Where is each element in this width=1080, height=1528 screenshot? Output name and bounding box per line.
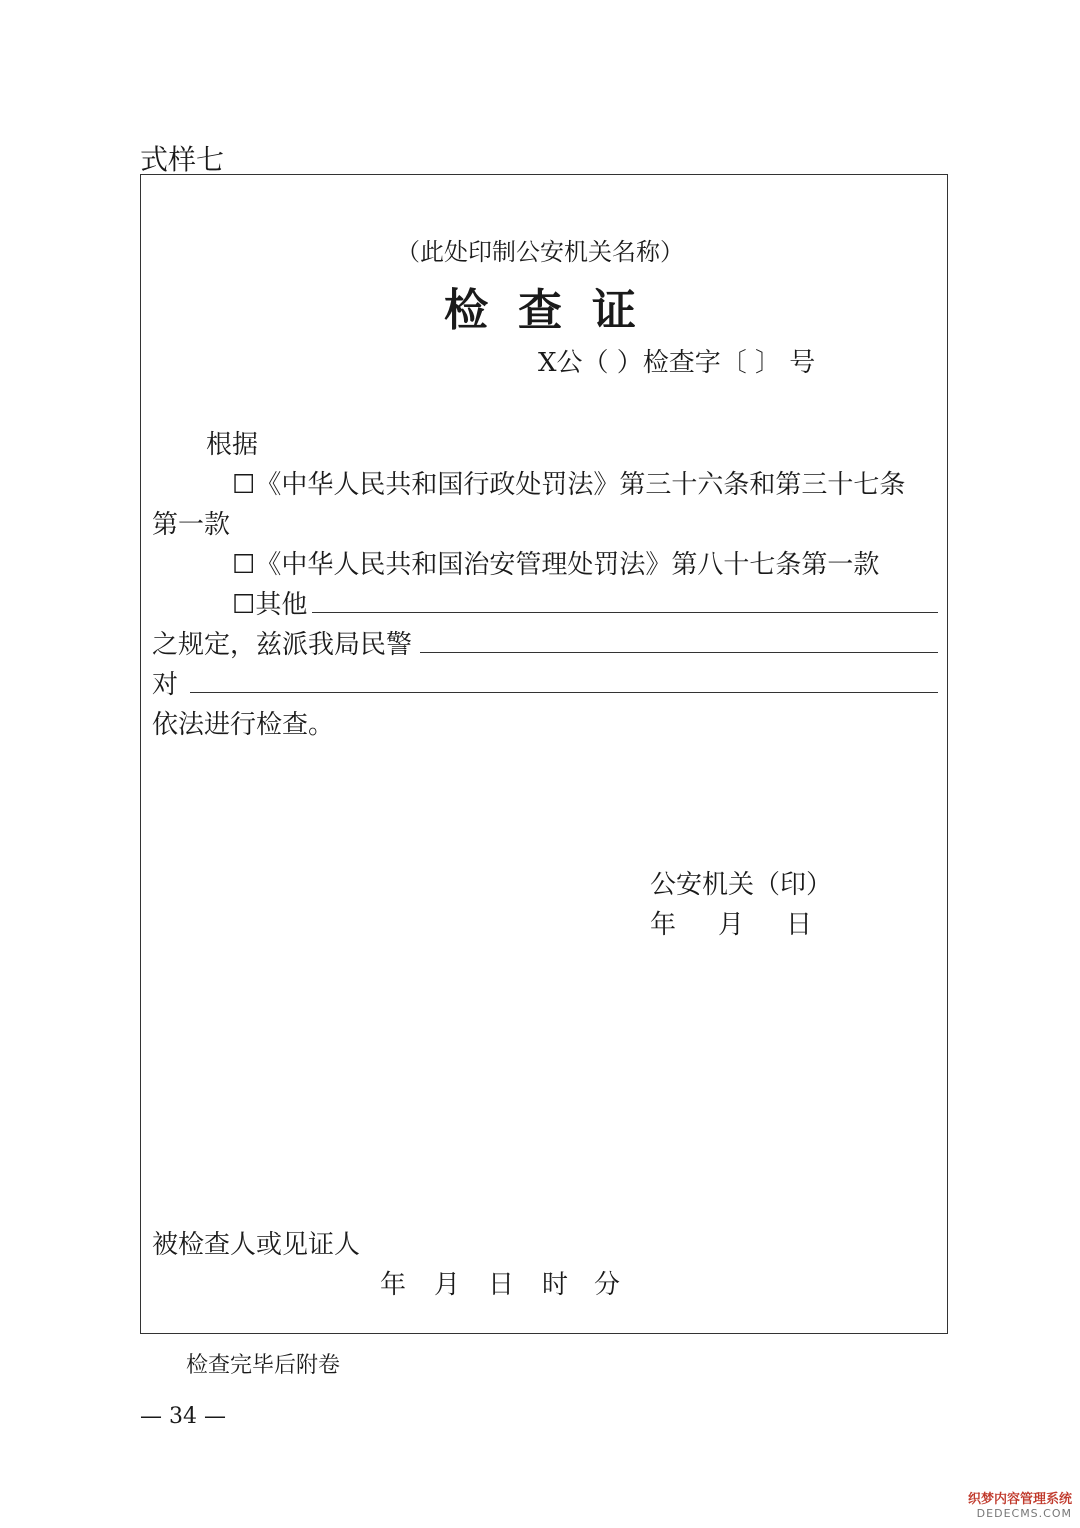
sample-label: 式样七 [140,143,225,176]
target-blank-line[interactable] [190,692,938,693]
footer-note: 检查完毕后附卷 [186,1353,341,1378]
option-public-security-law [232,544,879,581]
option-text: 《中华人民共和国治安管理处罚法》第八十七条第一款 [255,550,880,580]
inspected-day: 日 [488,1270,515,1300]
form-title: 检查证 [444,285,666,336]
inspected-minute: 分 [594,1270,621,1300]
option-text: 其他 [255,590,308,620]
option-continuation: 第一款 [152,510,231,540]
signature-month: 月 [718,910,745,940]
option-text: 《中华人民共和国行政处罚法》第三十六条和第三十七条 [255,470,906,500]
checkbox-icon[interactable]: ☐ [232,470,256,500]
inspected-year: 年 [380,1270,407,1300]
signature-day: 日 [786,910,813,940]
assign-line: 之规定，兹派我局民警 [152,630,413,660]
other-blank-line[interactable] [312,612,938,613]
option-other [232,584,307,621]
signature-year: 年 [650,910,677,940]
checkbox-icon[interactable]: ☐ [232,590,256,620]
conduct-line: 依法进行检查。 [152,710,335,740]
inspected-month: 月 [434,1270,461,1300]
agency-seal: 公安机关（印） [650,870,833,900]
inspected-party-label: 被检查人或见证人 [152,1230,361,1260]
inspected-hour: 时 [542,1270,569,1300]
option-admin-penalty-law [232,464,905,501]
page-number: — 34 — [140,1404,226,1429]
document-number: X公（ ）检查字〔 〕 号 [538,348,816,378]
agency-name: （此处印制公安机关名称） [396,238,684,266]
watermark [968,1488,1072,1520]
watermark-line2: DEDECMS.COM [976,1507,1072,1520]
watermark-line1: 织梦内容管理系统 [967,1492,1072,1507]
checkbox-icon[interactable]: ☐ [232,550,256,580]
basis-label: 根据 [206,430,259,460]
officer-blank-line[interactable] [420,652,938,653]
target-label: 对 [152,670,179,700]
